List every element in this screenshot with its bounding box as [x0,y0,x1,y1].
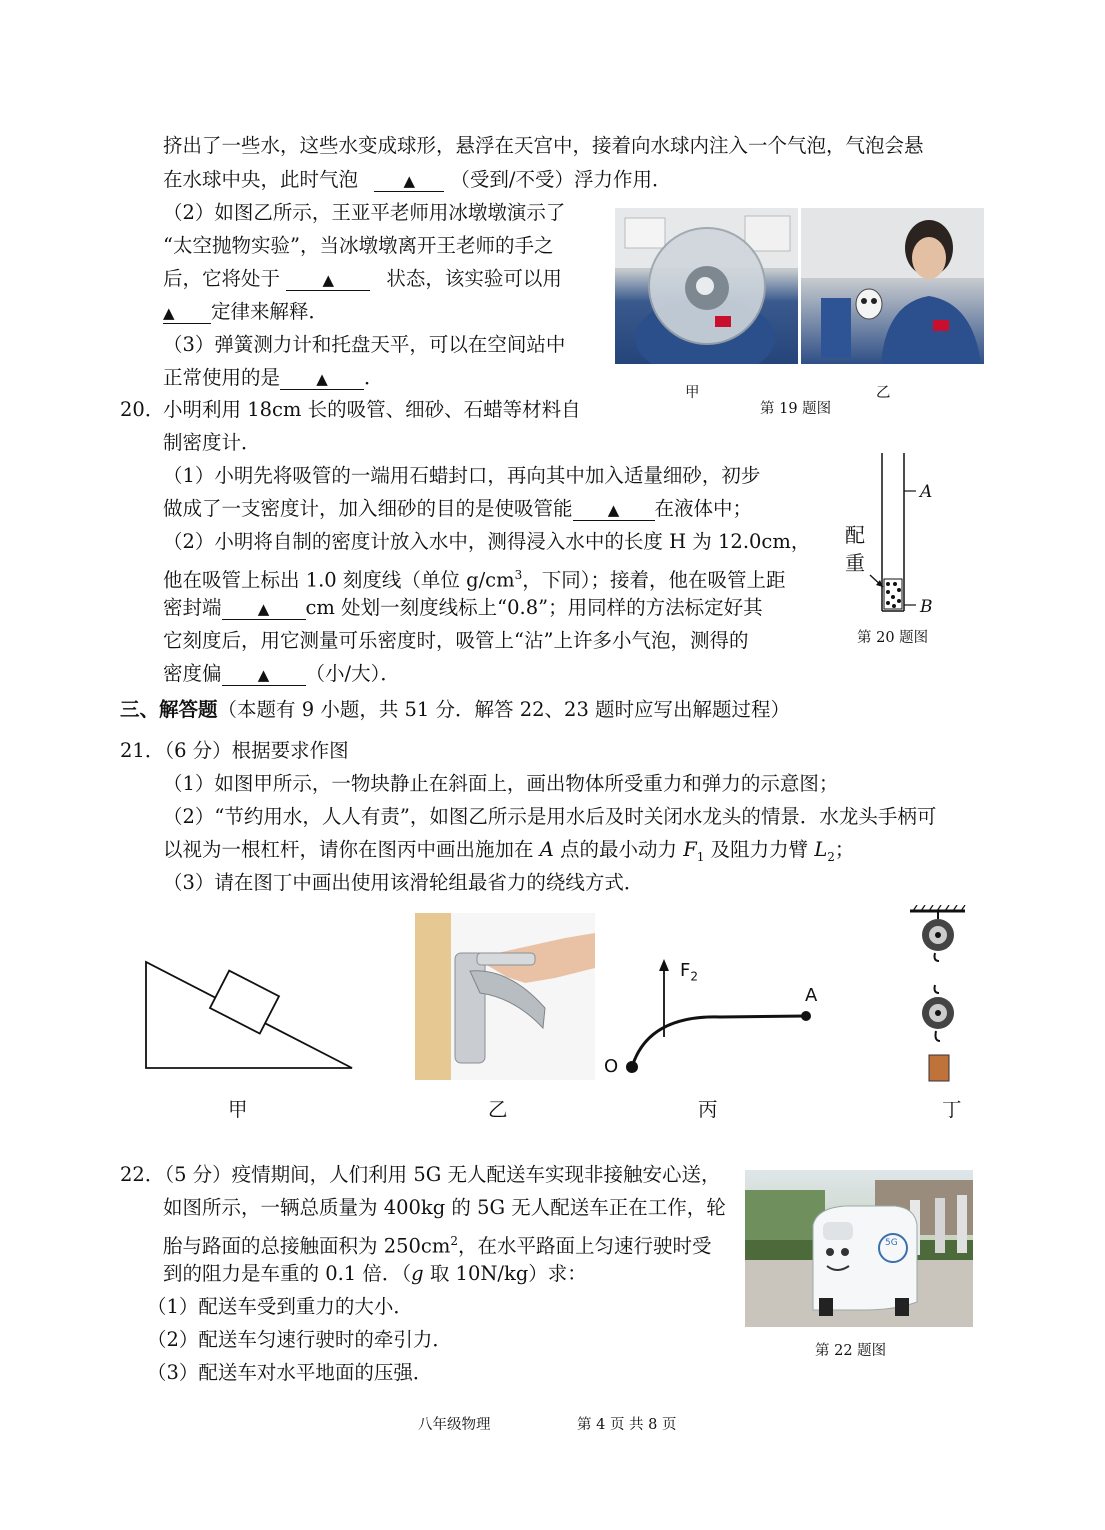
q19-p2-line2: “太空抛物实验”，当冰墩墩离开王老师的手之 [163,234,554,257]
blank-mark: ▲ [322,271,334,289]
q22-line4 [163,1261,587,1287]
q21-head: 21．（6 分）根据要求作图 [120,739,349,762]
q20-p1-line1: （1）小明先将吸管的一端用石蜡封口，再向其中加入适量细砂，初步 [163,464,761,487]
q21-p1: （1）如图甲所示，一物块静止在斜面上，画出物体所受重力和弹力的示意图； [163,772,839,795]
fig20-weight-label-1: 配 [845,523,865,547]
q20-p2-line5-end: （小/大）． [305,662,400,685]
answer-blank[interactable] [280,368,364,390]
q21-p3: （3）请在图丁中画出使用该滑轮组最省力的绕线方式． [163,871,644,894]
blank-mark: ▲ [163,304,175,322]
q20-p1-line2-text: 做成了一支密度计，加入细砂的目的是使吸管能 [163,497,573,520]
fig21-label-F2 [680,958,698,990]
q20-p1-line2 [163,496,752,522]
pivot-O [626,1061,638,1073]
blank-mark: ▲ [403,172,415,190]
answer-blank[interactable] [374,170,444,192]
q22-p3: （3）配送车对水平地面的压强． [147,1361,433,1384]
blank-mark: ▲ [257,666,270,684]
water-ball-scene [615,208,798,364]
arm-L-ref: L [814,838,828,861]
superscript: 3 [514,568,523,582]
q22-line3 [163,1228,712,1260]
q21-p2-line1: （2）“节约用水，人人有责”，如图乙所示是用水后及时关闭水龙头的情景．水龙头手柄可 [163,805,937,828]
subscript: 2 [690,969,698,984]
section-heading [120,697,790,723]
fig19-cap-yi: 乙 [876,385,891,401]
q21-p2-line2-text: 以视为一根杠杆，请你在图丙中画出施加在 [163,838,534,861]
fig21-label-O: O [604,1056,619,1077]
q20-line2: 制密度计． [163,431,261,454]
section-title: 三、解答题 [120,698,218,721]
answer-blank[interactable] [163,302,211,324]
q20-p2-line5 [163,661,400,687]
q20-line1: 小明利用 18cm 长的吸管、细砂、石蜡等材料自 [163,398,581,421]
fig19-cap-jia: 甲 [685,385,700,401]
q19-p3-line2 [163,365,384,391]
force-F-ref: F [683,838,697,861]
q21-p2-line2-mid: 点的最小动力 [560,838,678,861]
fig20-label-A: A [920,482,933,502]
q19-p2-line3-text: 后，它将处于 [163,267,281,290]
q20-p2-line3-end: cm 处划一刻度线标上“0.8”；用同样的方法标定好其 [305,596,763,619]
q20-p1-line2-end: 在液体中； [654,497,753,520]
section-description: （本题有 9 小题，共 51 分．解答 22、23 题时应写出解题过程） [217,698,791,721]
fig19-yi-photo [801,208,984,364]
q20-number: 20． [120,398,165,421]
q22-line4-text: 到的阻力是车重的 0.1 倍．（ [163,1262,412,1285]
sand-weight [884,579,902,609]
q19-p2-line4 [163,299,328,325]
fig19-jia-photo [615,208,798,364]
superscript: 2 [450,1234,458,1248]
fig21-cap-jia: 甲 [228,1098,248,1121]
fig21-bing-lever [600,955,830,1080]
q19-line2-end: （受到/不受）浮力作用． [450,168,672,191]
q19-p3-line2-text: 正常使用的是 [163,366,281,389]
fig21-yi-faucet-photo [415,913,595,1080]
q21-p2-line2-end: ； [834,838,855,861]
g-symbol: g [411,1262,424,1285]
fig20-label-B: B [920,597,933,617]
q19-p3-line2-end: ． [364,366,384,389]
q19-line2 [163,167,672,193]
q19-line1: 挤出了一些水，这些水变成球形，悬浮在天宫中，接着向水球内注入一个气泡，气泡会悬 [163,134,924,157]
blank-mark: ▲ [316,370,328,388]
answer-blank[interactable] [286,269,370,291]
q22-line3-text: 胎与路面的总接触面积为 250cm [163,1234,451,1258]
point-A-ref: A [539,838,554,861]
q22-line3-end: ，在水平路面上匀速行驶时受 [457,1234,712,1258]
q21-p2-line2 [163,837,854,870]
F2-letter: F [680,960,691,981]
q19-p2-line3 [163,266,562,292]
q19-p2-line1: （2）如图乙所示，王亚平老师用冰墩墩演示了 [163,201,566,224]
answer-blank[interactable] [573,499,655,521]
q20-p2-line3-text: 密封端 [163,596,222,619]
fig20-caption: 第 20 题图 [857,630,929,646]
footer-subject: 八年级物理 [418,1417,491,1433]
q19-p2-line3-end: 状态，该实验可以用 [386,267,562,290]
q20-p2-line4: 它刻度后，用它测量可乐密度时，吸管上“沾”上许多小气泡，测得的 [163,629,749,652]
q22-p1: （1）配送车受到重力的大小． [147,1295,413,1318]
delivery-car-scene [745,1170,973,1327]
q21-p2-line2-mid2: 及阻力力臂 [710,838,809,861]
q20-p2-line1: （2）小明将自制的密度计放入水中，测得浸入水中的长度 H 为 12.0cm， [163,530,811,553]
q19-line2-text: 在水球中央，此时气泡 [163,168,359,191]
footer-page-number: 第 4 页 共 8 页 [577,1417,677,1433]
q19-p3-line1: （3）弹簧测力计和托盘天平，可以在空间站中 [163,333,566,356]
fig20-weight-label-2: 重 [845,551,865,575]
fig21-jia-incline [140,950,360,1075]
q22-line1: 22．（5 分）疫情期间，人们利用 5G 无人配送车实现非接触安心送， [120,1163,721,1186]
blank-mark: ▲ [257,600,270,618]
q20-p2-line2-text: 他在吸管上标出 1.0 刻度线（单位 g/cm [163,568,515,592]
q20-p2-line5-text: 密度偏 [163,662,222,685]
weight-block [929,1055,949,1081]
q20-p2-line2-end: ，下同）；接着，他在吸管上距 [522,568,786,592]
point-A [801,1011,811,1021]
fig21-cap-bing: 丙 [698,1098,718,1121]
q22-line4-end: 取 10N/kg）求： [423,1262,587,1285]
fig22-caption: 第 22 题图 [815,1343,887,1359]
fig21-cap-ding: 丁 [942,1098,962,1121]
fig19-caption: 第 19 题图 [760,401,832,417]
subscript: 1 [696,849,705,864]
subscript: 2 [827,849,835,864]
fig22-delivery-car-photo [745,1170,973,1327]
blank-mark: ▲ [607,501,620,519]
q20-p2-line2 [163,562,785,594]
answer-blank[interactable] [222,664,306,686]
fig21-ding-pulleys [905,905,975,1085]
faucet-scene [415,913,595,1080]
answer-blank[interactable] [222,598,306,620]
q22-line2: 如图所示，一辆总质量为 400kg 的 5G 无人配送车正在工作，轮 [163,1196,726,1219]
q19-p2-line4-text: 定律来解释． [211,300,329,323]
q20-p2-line3 [163,595,763,621]
ice-dwen-dwen-scene [801,208,984,364]
fig21-cap-yi: 乙 [488,1098,508,1121]
fig21-label-A: A [805,985,818,1006]
car-5g-label: 5G [885,1238,898,1248]
q22-p2: （2）配送车匀速行驶时的牵引力． [147,1328,452,1351]
